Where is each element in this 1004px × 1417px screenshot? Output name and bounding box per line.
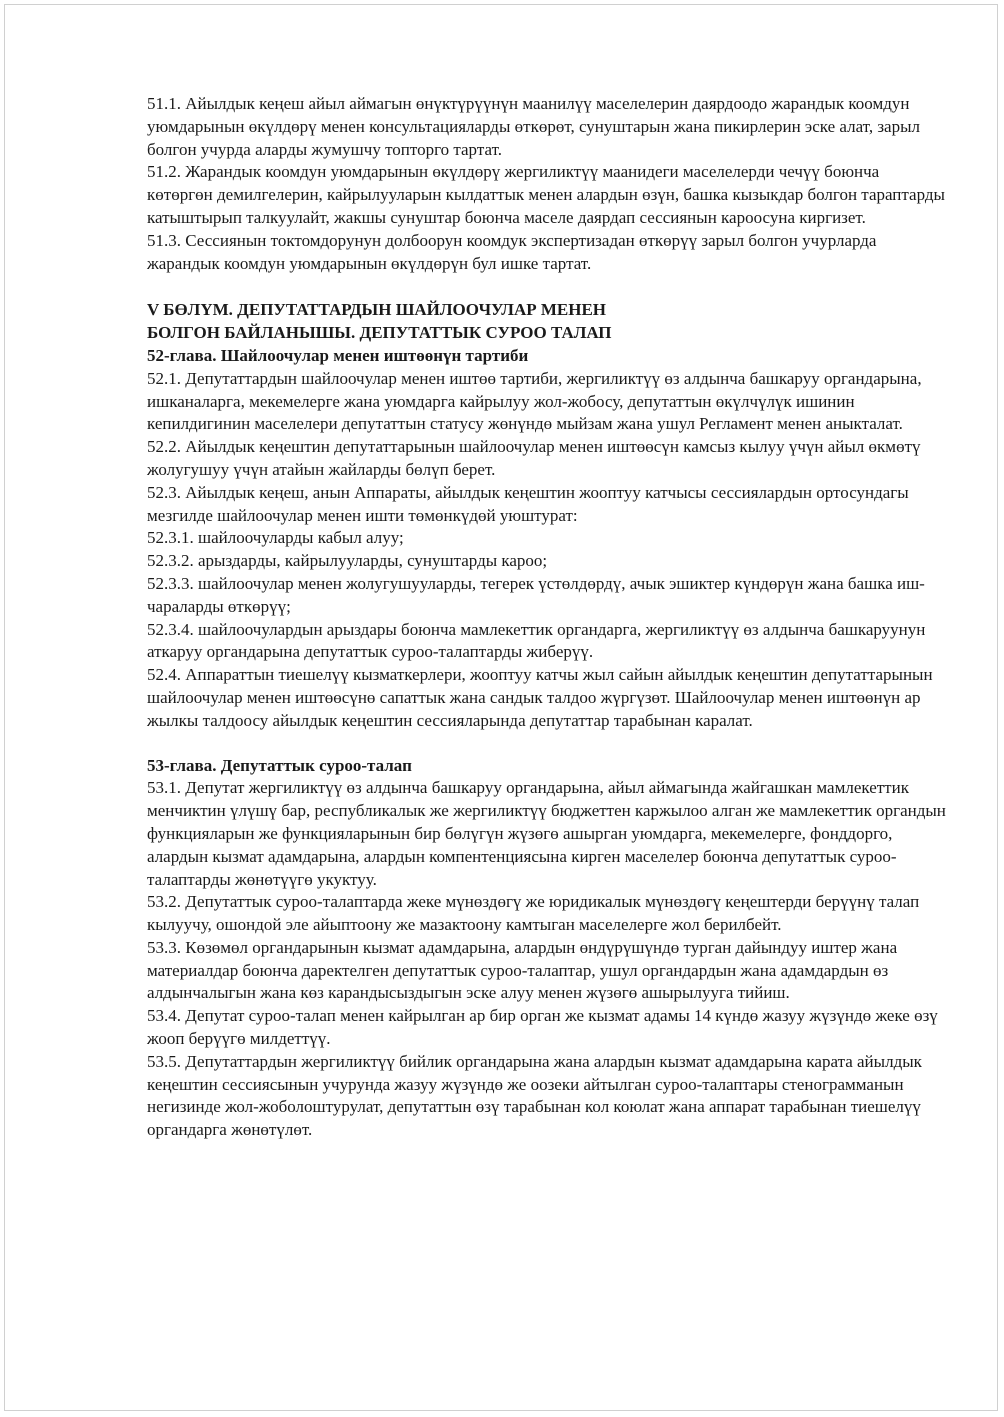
paragraph-51-1: 51.1. Айылдык кеңеш айыл аймагын өнүктүрүүнүн маанилүү маселелерин даярдоодо жарандык коомдун уюмдарынын өкүлдөрү менен консультацияларды өткөрөт, сунуштарын жана пикирлерин эске алат, зарыл болгон учурда аларды жумушчу топторго тартат. bbox=[147, 94, 920, 159]
paragraph-51-3: 51.3. Сессиянын токтомдорунун долбоорун коомдук экспертизадан өткөрүү зарыл болгон учурларда жарандык коомдун уюмдарынын өкүлдөрүн бул ишке тартат. bbox=[147, 230, 877, 273]
document-body bbox=[147, 93, 947, 1142]
document-page bbox=[4, 4, 998, 1411]
spacer bbox=[147, 275, 947, 299]
paragraph-53-2: 53.2. Депутаттык суроо-талаптарда жеке мүнөздөгү же юридикалык мүнөздөгү кеңештерди берүүнү талап кылуучу, ошондой эле айыптоону же мазактоону камтыган маселелерге жол берилбейт. bbox=[147, 892, 920, 935]
paragraph-52-1: 52.1. Депутаттардын шайлоочулар менен иштөө тартиби, жергиликтүү өз алдынча башкаруу органдарына, ишканаларга, мекемелерге жана уюмдарга кайрылуу жол-жобосу, депутаттын өкүлчүлүк ишинин кепилдигинин маселелери депутаттын статусу жөнүндө мыйзам жана ушул Регламент менен аныкталат. bbox=[147, 368, 922, 434]
paragraph-52-3: 52.3. Айылдык кеңеш, анын Аппараты, айылдык кеңештин жооптуу катчысы сессиялардын ортосундагы мезгилде шайлоочулар менен ишти төмөнкүдөй уюштурат: bbox=[147, 482, 909, 525]
paragraph-53-1: 53.1. Депутат жергиликтүү өз алдынча башкаруу органдарына, айыл аймагында жайгашкан мамлекеттик менчиктин үлүшү бар, республикалык же жергиликтүү бюджеттен каржылоо алган же мамлекеттик органдын функцияларын же функцияларынын бир бөлүгүн жүзөгө ашырган уюмдарга, мекемелерге, фонддорго, алардын кызмат адамдарына, алардын компентенциясына кирген маселелер боюнча депутаттык суроо-талаптарды жөнөтүүгө укуктуу. bbox=[147, 778, 946, 889]
paragraph-52-3-3: 52.3.3. шайлоочулар менен жолугушууларды, тегерек үстөлдөрдү, ачык эшиктер күндөрүн жана башка иш-чараларды өткөрүү; bbox=[147, 573, 925, 616]
paragraph-52-4: 52.4. Аппараттын тиешелүү кызматкерлери, жооптуу катчы жыл сайын айылдык кеңештин депутаттарынын шайлоочулар менен иштөөсүнө сапаттык жана сандык талдоо жүргүзөт. Шайлоочулар менен иштөөнүн ар жылкы талдоосу айылдык кеңештин сессияларында депутаттар тарабынан каралат. bbox=[147, 665, 933, 730]
chapter-52-heading: 52-глава. Шайлоочулар менен иштөөнүн тартиби bbox=[147, 345, 529, 365]
spacer bbox=[147, 733, 947, 755]
paragraph-51-2: 51.2. Жарандык коомдун уюмдарынын өкүлдөрү жергиликтүү маанидеги маселелерди чечүү боюнча көтөргөн демилгелерин, кайрылууларын кылдаттык менен алардын өзүн, башка кызыкдар болгон тараптарды катыштырып талкуулайт, жакшы сунуштар боюнча маселе даярдап сессиянын кароосуна киргизет. bbox=[147, 162, 945, 227]
chapter-53-heading: 53-глава. Депутаттык суроо-талап bbox=[147, 755, 412, 775]
paragraph-53-3: 53.3. Көзөмөл органдарынын кызмат адамдарына, алардын өндүрүшүндө турган дайындуу иштер жана материалдар боюнча даректелген депутаттык суроо-талаптар, ушул органдардын жана адамдардын өз алдынчалыгын жана көз карандысыздыгын эске алуу менен жүзөгө ашырылууга тийиш. bbox=[147, 937, 898, 1003]
paragraph-52-2: 52.2. Айылдык кеңештин депутаттарынын шайлоочулар менен иштөөсүн камсыз кылуу үчүн айыл өкмөтү жолугушуу үчүн атайын жайларды бөлүп берет. bbox=[147, 437, 921, 479]
paragraph-52-3-2: 52.3.2. арыздарды, кайрылууларды, сунуштарды кароо; bbox=[147, 551, 548, 571]
part-v-title-line-1: V БӨЛҮМ. ДЕПУТАТТАРДЫН ШАЙЛООЧУЛАР МЕНЕН bbox=[147, 300, 607, 320]
paragraph-53-4: 53.4. Депутат суроо-талап менен кайрылган ар бир орган же кызмат адамы 14 күндө жазуу жүзүндө жеке өзү жооп берүүгө милдеттүү. bbox=[147, 1006, 938, 1049]
paragraph-52-3-4: 52.3.4. шайлоочулардын арыздары боюнча мамлекеттик органдарга, жергиликтүү өз алдынча башкаруунун аткаруу органдарына депутаттык суроо-талаптарды жиберүү. bbox=[147, 619, 926, 662]
part-v-title-line-2: БОЛГОН БАЙЛАНЫШЫ. ДЕПУТАТТЫК СУРОО ТАЛАП bbox=[147, 323, 612, 343]
paragraph-52-3-1: 52.3.1. шайлоочуларды кабыл алуу; bbox=[147, 528, 404, 548]
paragraph-53-5: 53.5. Депутаттардын жергиликтүү бийлик органдарына жана алардын кызмат адамдарына карата айылдык кеңештин сессиясынын учурунда жазуу жүзүндө же оозеки айтылган суроо-талаптары стенограмманын негизинде жол-жоболоштурулат, депутаттын өзү тарабынан кол коюлат жана аппарат тарабынан тиешелүү органдарга жөнөтүлөт. bbox=[147, 1051, 922, 1140]
